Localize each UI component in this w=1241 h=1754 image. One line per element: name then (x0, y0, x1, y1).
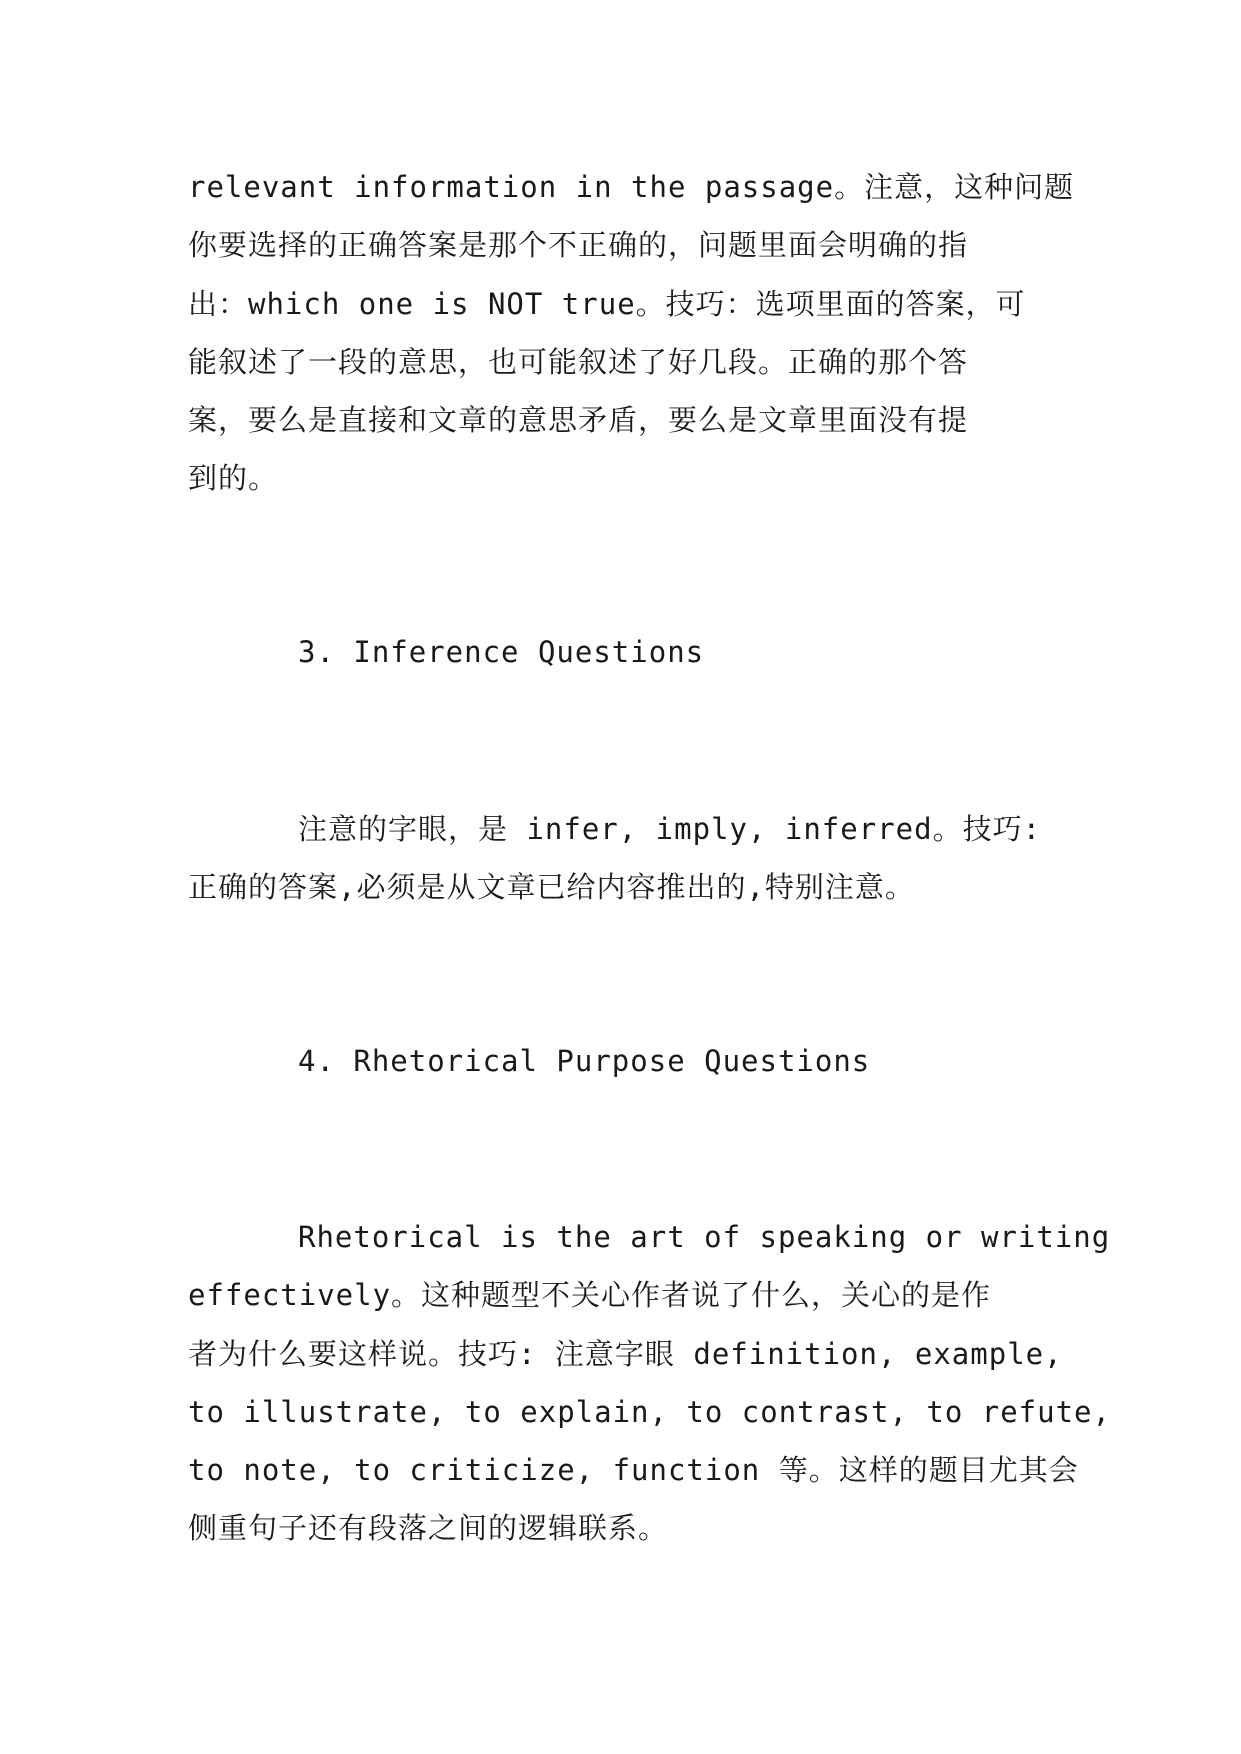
paragraph-line: 出：which one is NOT true。技巧：选项里面的答案，可 (188, 286, 1026, 321)
paragraph-line: relevant information in the passage。注意，这种问题 (188, 170, 1075, 204)
paragraph-line: 你要选择的正确答案是那个不正确的，问题里面会明确的指 (188, 228, 969, 263)
paragraph-line: 者为什么要这样说。技巧: 注意字眼 definition, example, (188, 1336, 1063, 1371)
paragraph-line: to illustrate, to explain, to contrast, to refute, (188, 1394, 1111, 1429)
paragraph-line: to note, to criticize, function 等。这样的题目尤其会 (188, 1453, 1079, 1488)
paragraph-line: 正确的答案,必须是从文章已给内容推出的,特别注意。 (188, 870, 915, 905)
paragraph-line: 注意的字眼，是 infer, imply, inferred。技巧: (298, 812, 1042, 846)
paragraph-line: 到的。 (188, 461, 279, 496)
paragraph-line: 案，要么是直接和文章的意思矛盾，要么是文章里面没有提 (188, 403, 969, 438)
paragraph-rhetorical (188, 1208, 1111, 1558)
paragraph-line: 能叙述了一段的意思，也可能叙述了好几段。正确的那个答 (188, 344, 969, 379)
paragraph-inference (188, 800, 1068, 917)
paragraph-detail-not-true (188, 158, 1075, 508)
paragraph-line: 侧重句子还有段落之间的逻辑联系。 (188, 1511, 669, 1546)
paragraph-line: Rhetorical is the art of speaking or writing (298, 1220, 1111, 1254)
section-heading-rhetorical: 4. Rhetorical Purpose Questions (298, 1044, 871, 1078)
section-heading-inference: 3. Inference Questions (298, 635, 705, 669)
paragraph-line: effectively。这种题型不关心作者说了什么，关心的是作 (188, 1278, 992, 1313)
